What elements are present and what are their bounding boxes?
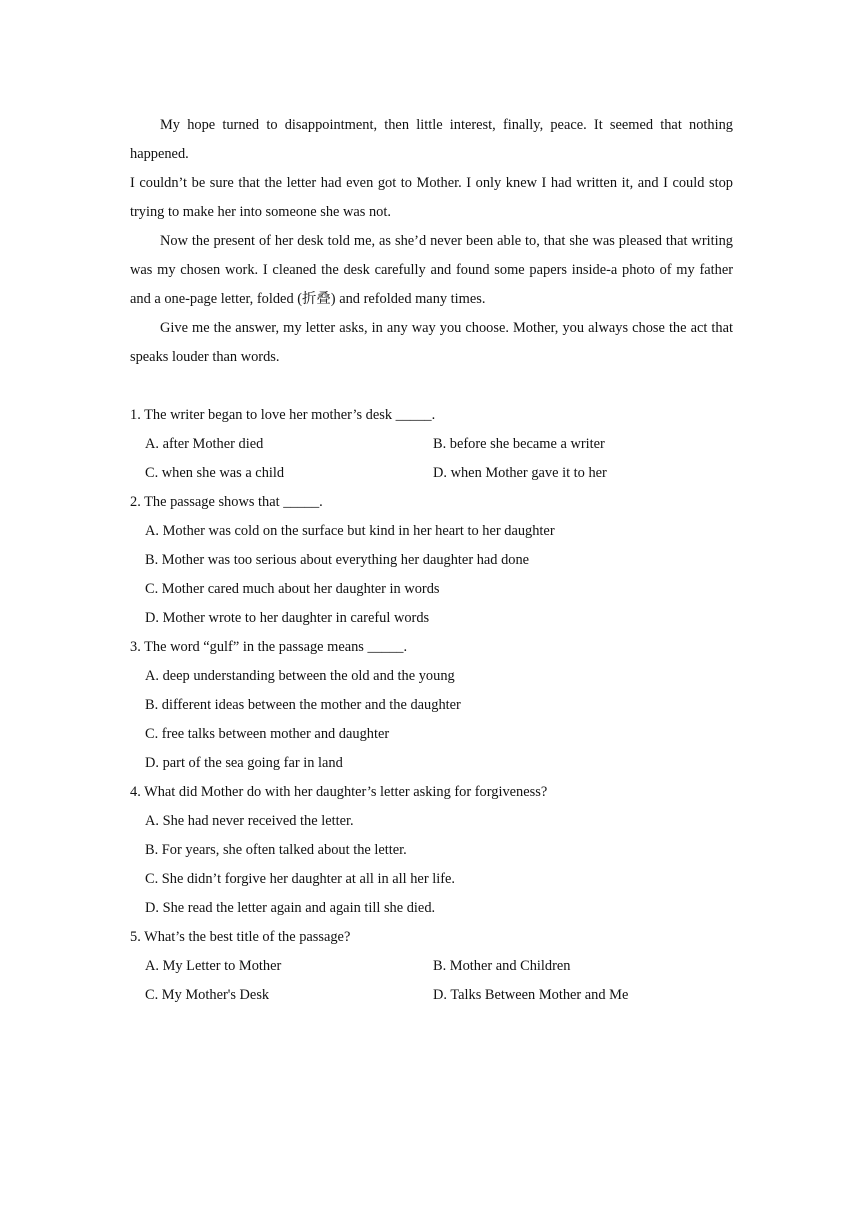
passage-paragraph: My hope turned to disappointment, then little interest, finally, peace. It seemed that nothing happened. [130, 117, 733, 162]
question-3 [130, 633, 733, 778]
option-b: B. before she became a writer [433, 436, 605, 452]
question-2 [130, 488, 733, 633]
question-stem: 5. What’s the best title of the passage? [130, 929, 351, 945]
option-row [130, 749, 733, 778]
option-row [130, 981, 733, 1010]
option-d: D. She read the letter again and again till she died. [145, 900, 436, 916]
question-stem: 1. The writer began to love her mother’s desk _____. [130, 407, 436, 423]
option-row [130, 865, 733, 894]
option-row [130, 691, 733, 720]
section-gap [130, 372, 733, 401]
option-row [130, 546, 733, 575]
option-a: A. deep understanding between the old and the young [145, 668, 455, 684]
option-row [130, 430, 733, 459]
option-d: D. when Mother gave it to her [433, 465, 607, 481]
option-a: A. after Mother died [145, 436, 264, 452]
question-stem: 4. What did Mother do with her daughter’s letter asking for forgiveness? [130, 784, 548, 800]
question-stem: 3. The word “gulf” in the passage means _____. [130, 639, 408, 655]
option-b: B. different ideas between the mother and the daughter [145, 697, 461, 713]
questions [130, 401, 733, 1010]
option-d: D. part of the sea going far in land [145, 755, 343, 771]
passage-paragraph: I couldn’t be sure that the letter had even got to Mother. I only knew I had written it, and I could stop trying to make her into someone she was not. [130, 175, 733, 220]
passage-paragraph: Give me the answer, my letter asks, in any way you choose. Mother, you always chose the act that speaks louder than words. [130, 320, 733, 365]
option-d: D. Mother wrote to her daughter in careful words [145, 610, 430, 626]
option-b: B. Mother was too serious about everything her daughter had done [145, 552, 530, 568]
option-a: A. My Letter to Mother [145, 958, 282, 974]
option-b: B. For years, she often talked about the letter. [145, 842, 407, 858]
option-c: C. free talks between mother and daughter [145, 726, 390, 742]
option-row [130, 517, 733, 546]
option-row [130, 894, 733, 923]
option-row [130, 604, 733, 633]
option-row [130, 836, 733, 865]
option-a: A. Mother was cold on the surface but kind in her heart to her daughter [145, 523, 555, 539]
option-c: C. Mother cared much about her daughter in words [145, 581, 440, 597]
option-row [130, 720, 733, 749]
question-4 [130, 778, 733, 923]
option-row [130, 952, 733, 981]
question-5 [130, 923, 733, 1010]
option-c: C. when she was a child [145, 465, 285, 481]
question-stem: 2. The passage shows that _____. [130, 494, 323, 510]
option-d: D. Talks Between Mother and Me [433, 987, 629, 1003]
option-c: C. My Mother's Desk [145, 987, 270, 1003]
option-row [130, 807, 733, 836]
option-row [130, 459, 733, 488]
option-b: B. Mother and Children [433, 958, 571, 974]
option-a: A. She had never received the letter. [145, 813, 354, 829]
passage-paragraph: Now the present of her desk told me, as she’d never been able to, that she was pleased that writing was my chosen work. I cleaned the desk carefully and found some papers inside-a photo of my father and a one-page letter, folded (折叠) and refolded many times. [130, 233, 733, 307]
option-row [130, 575, 733, 604]
document-page [130, 111, 733, 1010]
option-c: C. She didn’t forgive her daughter at all in all her life. [145, 871, 455, 887]
option-row [130, 662, 733, 691]
passage [130, 111, 733, 372]
question-1 [130, 401, 733, 488]
